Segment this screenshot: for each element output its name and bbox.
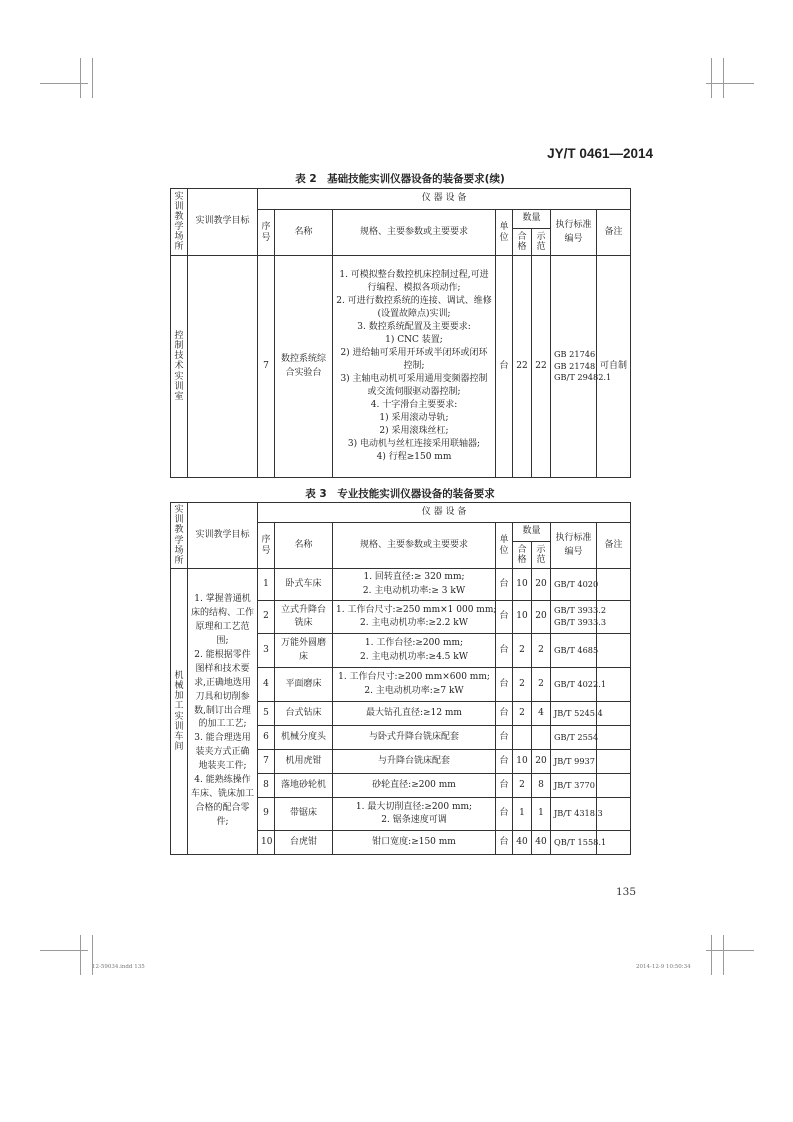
spec-cell <box>333 668 496 702</box>
spec-line: 行编程、模拟各项动作; <box>367 282 461 293</box>
goal-header: 实训教学目标 <box>188 189 258 256</box>
unit-cell: 台 <box>496 569 513 601</box>
standard-line: GB/T 4020 <box>554 578 599 589</box>
qty-demo-cell: 2 <box>532 668 551 702</box>
place-cell: 控 制 技 术 实 训 室 <box>171 256 188 478</box>
unit-cell: 台 <box>496 668 513 702</box>
spec-line: 1. 最大切削直径:≥200 mm; <box>355 801 473 812</box>
crop-mark <box>711 935 712 975</box>
remark-cell <box>597 634 631 668</box>
standard-cell <box>551 601 607 634</box>
goal-line: 的加工工艺; <box>198 719 247 730</box>
qty-demo-cell <box>532 726 551 750</box>
spec-line: 控制; <box>403 360 425 371</box>
remark-cell <box>597 726 631 750</box>
unit-cell: 台 <box>496 831 513 855</box>
goal-line: 刀具和切削参 <box>195 691 250 702</box>
seq-cell: 1 <box>258 569 275 601</box>
seq-cell: 5 <box>258 702 275 726</box>
crop-mark <box>711 58 712 98</box>
spec-cell <box>333 774 496 798</box>
goal-line: 合格的配合零 <box>195 803 250 814</box>
remark-cell <box>597 774 631 798</box>
standard-cell <box>551 774 597 798</box>
standard-cell <box>551 634 597 668</box>
standard-header: 执行标准编号 <box>551 210 597 256</box>
qty-demo-cell: 1 <box>532 798 551 831</box>
qty-pass-header: 合 格 <box>513 542 532 569</box>
name-header: 名称 <box>275 523 333 569</box>
name-cell: 立式升降台铣床 <box>275 601 333 634</box>
qty-demo-cell: 4 <box>532 702 551 726</box>
standard-line: GB/T 2554 <box>554 731 599 742</box>
standard-cell <box>551 750 597 774</box>
place-header: 实 训 教 学 场 所 <box>171 503 188 569</box>
name-cell: 落地砂轮机 <box>275 774 333 798</box>
spec-line: 2. 主电动机功率:≥7 kW <box>364 685 464 696</box>
qty-pass-cell: 40 <box>513 831 532 855</box>
seq-cell: 7 <box>258 256 275 478</box>
name-cell: 机械分度头 <box>275 726 333 750</box>
seq-cell: 8 <box>258 774 275 798</box>
name-cell: 卧式车床 <box>275 569 333 601</box>
seq-cell: 4 <box>258 668 275 702</box>
crop-mark <box>40 950 88 951</box>
unit-cell: 台 <box>496 256 513 478</box>
spec-line: 3) 主轴电动机可采用通用变频器控制 <box>340 374 488 385</box>
qty-pass-cell: 2 <box>513 634 532 668</box>
spec-line: 2) 采用滚珠丝杠; <box>379 426 449 437</box>
spec-line: 1. 可模拟整台数控机床控制过程,可进 <box>339 269 489 280</box>
spec-line: 2. 主电动机功率:≥4.5 kW <box>360 651 468 662</box>
spec-line: 3. 数控系统配置及主要要求: <box>357 321 471 332</box>
remark-cell <box>597 750 631 774</box>
standard-line: QB/T 1558.1 <box>554 836 607 847</box>
seq-cell: 6 <box>258 726 275 750</box>
standard-line: JB/T 3770 <box>554 779 595 790</box>
spec-line: 与卧式升降台铣床配套 <box>368 731 459 742</box>
crop-mark <box>92 58 93 98</box>
spec-cell <box>333 601 496 634</box>
crop-mark <box>80 935 81 975</box>
name-cell: 机用虎钳 <box>275 750 333 774</box>
spec-line: 或交流伺服驱动器控制; <box>367 387 461 398</box>
goal-line: 数,制订出合理 <box>194 705 251 716</box>
standard-line: GB/T 29482.1 <box>554 372 612 383</box>
standard-line: GB/T 4022.1 <box>554 678 607 689</box>
qty-demo-header: 示 范 <box>532 229 551 256</box>
unit-cell: 台 <box>496 750 513 774</box>
qty-pass-cell: 22 <box>513 256 532 478</box>
spec-line: 1. 工作台尺寸:≥200 mm×600 mm; <box>338 672 490 683</box>
table3 <box>170 502 631 855</box>
remark-header: 备注 <box>597 523 631 569</box>
spec-line: 钳口宽度:≥150 mm <box>372 836 456 847</box>
standard-line: GB/T 4685 <box>554 644 599 655</box>
crop-mark <box>706 83 754 84</box>
qty-pass-cell: 2 <box>513 774 532 798</box>
crop-mark <box>80 58 81 98</box>
crop-mark <box>40 83 88 84</box>
goal-line: 装夹方式正确 <box>195 747 250 758</box>
spec-line: 1. 工作台尺寸:≥250 mm×1 000 mm; <box>336 604 497 615</box>
qty-header: 数量 <box>513 210 551 229</box>
goal-line: 1. 掌握普通机 <box>194 594 251 605</box>
qty-demo-cell: 8 <box>532 774 551 798</box>
qty-demo-cell: 40 <box>532 831 551 855</box>
spec-line: 砂轮直径:≥200 mm <box>372 779 456 790</box>
footer-timestamp: 2014-12-9 10:50:34 <box>636 964 691 970</box>
table2-caption: 表 2 基础技能实训仪器设备的装备要求(续) <box>295 173 505 185</box>
equipment-header: 仪 器 设 备 <box>258 189 631 210</box>
spec-line: 2. 可进行数控系统的连接、调试、维修 <box>336 295 492 306</box>
unit-cell: 台 <box>496 726 513 750</box>
unit-cell: 台 <box>496 774 513 798</box>
spec-header: 规格、主要参数或主要要求 <box>333 523 496 569</box>
spec-line: 2. 锯条速度可调 <box>381 815 447 825</box>
goal-line: 地装夹工件; <box>198 761 247 772</box>
table2 <box>170 188 631 478</box>
qty-demo-cell: 20 <box>532 750 551 774</box>
standard-line: GB/T 3933.2 <box>554 605 607 616</box>
place-header: 实 训 教 学 场 所 <box>171 189 188 256</box>
spec-line: 4. 十字滑台主要要求: <box>370 400 458 411</box>
standard-line: JB/T 9937 <box>554 755 595 766</box>
qty-pass-cell: 10 <box>513 601 532 634</box>
spec-line: 4) 行程≥150 mm <box>376 452 452 463</box>
crop-mark <box>723 935 724 975</box>
unit-cell: 台 <box>496 634 513 668</box>
spec-line: 2. 主电动机功率:≥ 3 kW <box>362 585 466 596</box>
name-cell: 带锯床 <box>275 798 333 831</box>
equipment-header: 仪 器 设 备 <box>258 503 631 523</box>
goal-line: 3. 能合理选用 <box>194 733 251 744</box>
spec-line: 1) CNC 装置; <box>385 334 443 345</box>
standard-cell <box>551 726 597 750</box>
seq-header: 序 号 <box>258 523 275 569</box>
qty-demo-header: 示 范 <box>532 542 551 569</box>
goal-line: 4. 能熟练操作 <box>194 775 251 786</box>
qty-header: 数量 <box>513 523 551 542</box>
goal-line: 车床、铣床加工 <box>191 789 255 800</box>
goal-line: 围; <box>216 635 229 646</box>
unit-header: 单 位 <box>496 210 513 256</box>
qty-pass-cell: 10 <box>513 569 532 601</box>
crop-mark <box>723 58 724 98</box>
spec-cell <box>333 726 496 750</box>
standard-cell <box>551 569 597 601</box>
unit-cell: 台 <box>496 702 513 726</box>
seq-cell: 7 <box>258 750 275 774</box>
unit-cell: 台 <box>496 601 513 634</box>
goal-line: 床的结构、工作 <box>191 607 255 618</box>
remark-header: 备注 <box>597 210 631 256</box>
standard-header: 执行标准编号 <box>551 523 597 569</box>
qty-demo-cell: 20 <box>532 569 551 601</box>
name-cell: 台虎钳 <box>275 831 333 855</box>
standard-line: JB/T 5245.4 <box>554 707 603 718</box>
qty-pass-cell: 2 <box>513 668 532 702</box>
spec-line: 最大钻孔直径:≥12 mm <box>366 707 462 718</box>
spec-line: 1. 回转直径:≥ 320 mm; <box>363 572 465 583</box>
spec-header: 规格、主要参数或主要要求 <box>333 210 496 256</box>
name-cell: 平面磨床 <box>275 668 333 702</box>
spec-line: 2. 主电动机功率:≥2.2 kW <box>360 618 468 628</box>
seq-cell: 10 <box>258 831 275 855</box>
page-number: 135 <box>616 886 637 898</box>
standard-cell <box>551 702 603 726</box>
spec-line: 1) 采用滚动导轨; <box>379 413 449 424</box>
qty-pass-cell <box>513 726 532 750</box>
spec-cell <box>333 634 496 668</box>
seq-cell: 9 <box>258 798 275 831</box>
unit-cell: 台 <box>496 798 513 831</box>
unit-header: 单 位 <box>496 523 513 569</box>
spec-cell <box>333 569 496 601</box>
spec-cell <box>333 702 496 726</box>
spec-line: 2) 进给轴可采用开环或半闭环或闭环 <box>340 347 488 358</box>
qty-pass-header: 合 格 <box>513 229 532 256</box>
spec-cell <box>333 798 496 831</box>
qty-pass-cell: 1 <box>513 798 532 831</box>
spec-line: 3) 电动机与丝杠连接采用联轴器; <box>347 439 481 450</box>
standard-cell <box>551 831 607 855</box>
standard-line: GB 21748 <box>554 360 596 371</box>
qty-demo-cell: 20 <box>532 601 551 634</box>
spec-cell <box>333 256 496 478</box>
place-cell: 机 械 加 工 实 训 车 间 <box>171 569 188 855</box>
remark-cell: 可自制 <box>597 256 631 478</box>
goal-line: 原理和工艺范 <box>195 621 250 632</box>
spec-line: 1. 工作台径:≥200 mm; <box>364 638 464 649</box>
qty-demo-cell: 22 <box>532 256 551 478</box>
qty-pass-cell: 2 <box>513 702 532 726</box>
goal-line: 图样和技术要 <box>195 663 250 674</box>
standard-cell <box>551 256 612 478</box>
name-cell: 数控系统综合实验台 <box>275 256 333 478</box>
standard-line: GB/T 3933.3 <box>554 617 607 627</box>
goal-line: 求,正确地选用 <box>194 677 251 688</box>
name-header: 名称 <box>275 210 333 256</box>
seq-header: 序 号 <box>258 210 275 256</box>
qty-pass-cell: 10 <box>513 750 532 774</box>
standard-line: GB 21746 <box>554 348 596 359</box>
qty-demo-cell: 2 <box>532 634 551 668</box>
goal-line: 2. 能根据零件 <box>194 649 251 660</box>
standard-code: JY/T 0461—2014 <box>547 146 653 161</box>
standard-cell <box>551 798 603 831</box>
goal-line: 件; <box>216 817 229 828</box>
standard-cell <box>551 668 607 702</box>
spec-line: 与升降台铣床配套 <box>377 755 450 766</box>
goal-header: 实训教学目标 <box>188 503 258 569</box>
spec-cell <box>333 831 496 855</box>
remark-cell <box>597 569 631 601</box>
crop-mark <box>706 950 754 951</box>
goal-cell <box>188 569 258 855</box>
name-cell: 台式钻床 <box>275 702 333 726</box>
name-cell: 万能外圆磨床 <box>275 634 333 668</box>
footer-file-info: 12-59034.indd 135 <box>92 964 145 970</box>
standard-line: JB/T 4318.3 <box>554 808 603 819</box>
seq-cell: 2 <box>258 601 275 634</box>
seq-cell: 3 <box>258 634 275 668</box>
spec-cell <box>333 750 496 774</box>
spec-line: (设置故障点)实训; <box>377 308 451 319</box>
table3-caption: 表 3 专业技能实训仪器设备的装备要求 <box>305 488 495 500</box>
goal-cell <box>188 256 258 478</box>
